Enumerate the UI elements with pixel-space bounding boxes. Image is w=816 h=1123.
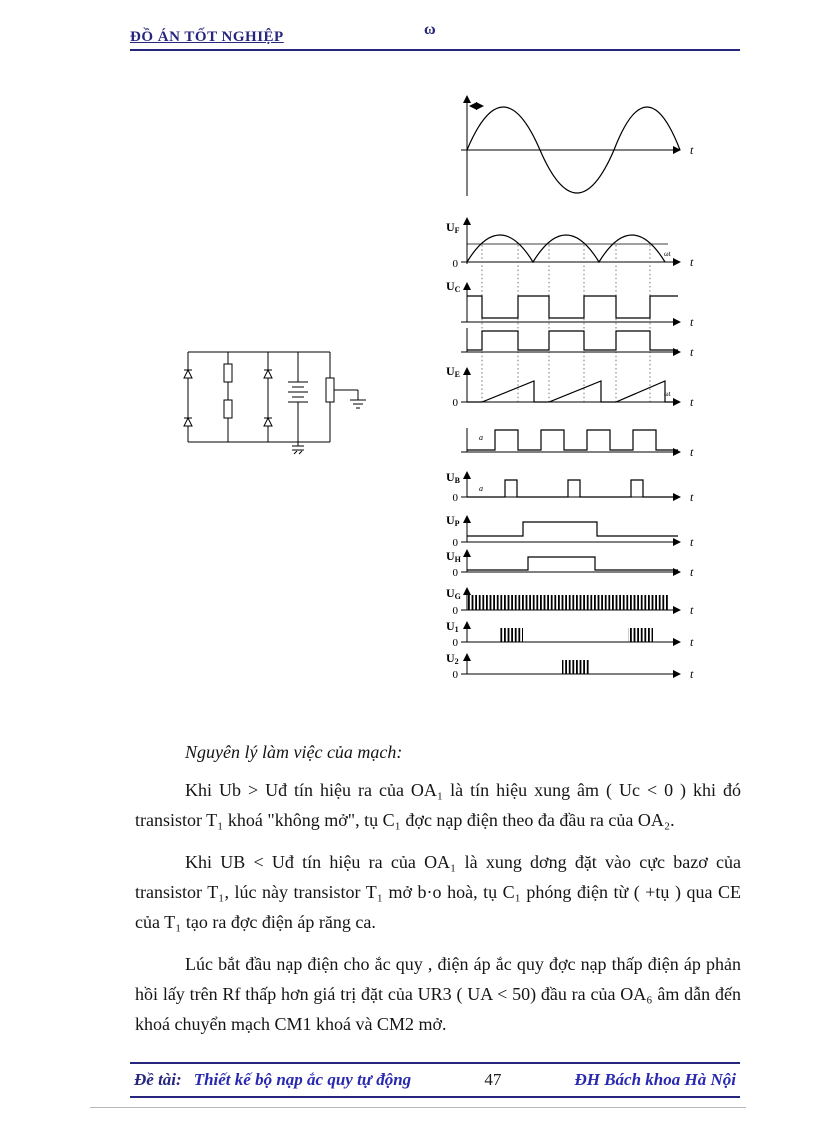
footer-project-title: Thiết kế bộ nạp ắc quy tự động [193, 1070, 412, 1089]
circuit-diagram [180, 338, 375, 458]
zero-label: 0 [452, 605, 458, 617]
waveform-sine [461, 96, 694, 196]
zero-label: 0 [452, 537, 458, 549]
section-heading: Nguyên lý làm việc của mạch: [185, 742, 403, 762]
t-label: t [690, 395, 694, 409]
battery-symbol [288, 382, 308, 402]
waveform-pwm-pulses [461, 428, 694, 459]
footer-school: ĐH Bách khoa Hà Nội [574, 1070, 736, 1089]
t-label: t [690, 255, 694, 269]
page-header [130, 21, 740, 51]
uf-label: UF [446, 220, 460, 235]
waveform-uf [446, 218, 694, 270]
u1-label: U1 [446, 619, 459, 634]
zero-label: 0 [452, 492, 458, 504]
zero-label: 0 [452, 669, 458, 681]
axis-note: ωt [664, 390, 671, 398]
resistor-symbols [224, 364, 334, 418]
page-bottom-rule [90, 1107, 746, 1108]
t-label: t [690, 315, 694, 329]
waveform-uh [446, 549, 694, 579]
pulse-burst [562, 660, 590, 674]
waveform-u1 [446, 619, 694, 649]
body-text [135, 737, 741, 1051]
waveform-ug [446, 586, 694, 617]
ub-label: UB [446, 470, 461, 485]
waveform-ub [446, 470, 694, 504]
uc-label: UC [446, 279, 461, 294]
paragraph-3: Lúc bắt đầu nạp điện cho ắc quy , điện áp ắc quy đợc nạp thấp điện áp phản hồi lấy trên Rf thấp hơn giá trị đặt của UR3 ( UA < 50) đầu ra của OA₆ âm dẫn đến khoá chuyển mạch CM1 khoá và CM2 mở. [135, 954, 741, 1034]
paragraph-1: Khi Ub > Uđ tín hiệu ra của OA₁ là tín hiệu xung âm ( Uc < 0 ) khi đó transistor T₁ khoá "không mở", tụ C₁ đợc nạp điện theo đa đầu ra của OA₂. [135, 780, 741, 830]
ug-label: UG [446, 586, 461, 601]
page-footer [130, 1062, 740, 1098]
pulse-burst [500, 628, 523, 642]
zero-label: 0 [452, 258, 458, 270]
uh-label: UH [446, 549, 461, 564]
width-marker-a: a [479, 484, 483, 493]
ue-label: UE [446, 364, 461, 379]
paragraph-2: Khi UB < Uđ tín hiệu ra của OA₁ là xung dơng đặt vào cực bazơ của transistor T₁, lúc này transistor T₁ mở b·o hoà, tụ C₁ phóng điện từ ( +tụ ) qua CE của T₁ tạo ra đợc điện áp răng ca. [135, 852, 741, 932]
header-title: ĐỒ ÁN TỐT NGHIỆP [130, 29, 284, 45]
t-label: t [690, 565, 694, 579]
pulse-burst [628, 628, 653, 642]
footer-left-group [134, 1070, 411, 1090]
timing-guide-lines [482, 245, 650, 403]
t-label: t [690, 490, 694, 504]
waveform-ue [446, 364, 694, 409]
t-label: t [690, 535, 694, 549]
ground-symbol [350, 400, 366, 408]
footer-label: Đề tài: [134, 1070, 182, 1089]
zero-label: 0 [452, 637, 458, 649]
t-label: t [690, 345, 694, 359]
waveform-square-2 [461, 328, 694, 359]
t-label: t [690, 603, 694, 617]
pulse-comb [467, 595, 668, 610]
footer-page-number: 47 [484, 1070, 502, 1089]
zero-label: 0 [452, 397, 458, 409]
waveform-up [446, 513, 694, 549]
waveform-u2 [446, 651, 694, 681]
t-label: t [690, 667, 694, 681]
width-marker-a: a [479, 433, 483, 442]
zero-label: 0 [452, 567, 458, 579]
u2-label: U2 [446, 651, 459, 666]
t-label: t [690, 635, 694, 649]
capacitor-symbol [292, 442, 304, 454]
t-label: t [690, 445, 694, 459]
waveform-diagram [440, 80, 740, 700]
t-label: t [690, 143, 694, 157]
waveform-uc [446, 279, 694, 329]
axis-note: ωt [664, 250, 671, 258]
up-label: UP [446, 513, 460, 528]
header-omega-symbol: ω [424, 21, 436, 38]
